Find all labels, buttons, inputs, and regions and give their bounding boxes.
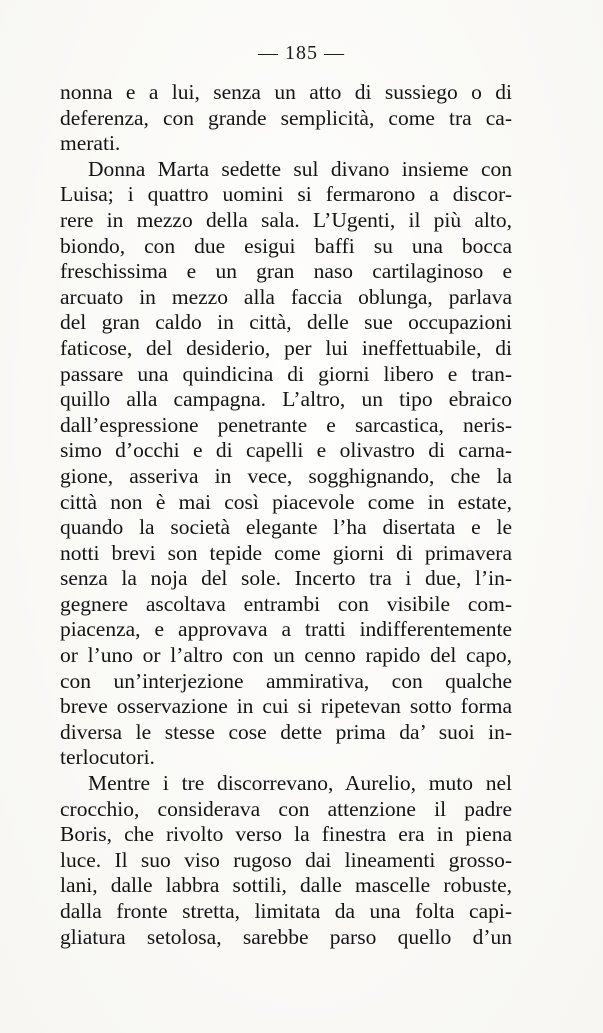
text-line: dalla fronte stretta, limitata da una folta capi-: [60, 899, 512, 923]
text-line: freschissima e un gran naso cartilaginoso e: [60, 259, 512, 284]
text-line: luce. Il suo viso rugoso dai lineamenti grosso-: [60, 847, 512, 872]
text-line: terlocutori.: [60, 745, 155, 770]
text-line: breve osservazione in cui si ripetevan sotto forma: [60, 694, 512, 719]
page-text: [60, 80, 512, 950]
text-line: nonna e a lui, senza un atto di sussiego o di: [60, 80, 512, 104]
text-line: città non è mai così piacevole come in estate,: [60, 489, 512, 514]
text-line: Boris, che rivolto verso la finestra era in piena: [60, 822, 512, 847]
text-line: quillo alla campagna. L’altro, un tipo ebraico: [60, 387, 512, 412]
text-line: passare una quindicina di giorni libero e tran-: [60, 361, 512, 386]
text-line: Luisa; i quattro uomini si fermarono a discor-: [60, 182, 512, 207]
text-line: biondo, con due esigui baffi su una bocca: [60, 233, 512, 258]
text-line: diversa le stesse cose dette prima da’ suoi in-: [60, 719, 512, 744]
text-line: rere in mezzo della sala. L’Ugenti, il più alto,: [60, 207, 512, 232]
text-line: notti brevi son tepide come giorni di primavera: [60, 540, 512, 565]
text-line: piacenza, e approvava a tratti indifferentemente: [60, 617, 512, 642]
page-number: — 185 —: [258, 42, 345, 64]
text-line: arcuato in mezzo alla faccia oblunga, parlava: [60, 284, 512, 309]
text-line: deferenza, con grande semplicità, come tra ca-: [60, 105, 512, 130]
text-line: crocchio, considerava con attenzione il padre: [60, 796, 512, 821]
text-line: senza la noja del sole. Incerto tra i due, l’in-: [60, 566, 512, 591]
text-line: gione, asseriva in vece, sogghignando, che la: [60, 463, 512, 488]
text-line: con un’interjezione ammirativa, con qualche: [60, 668, 512, 693]
text-line: lani, dalle labbra sottili, dalle mascelle robuste,: [60, 873, 512, 898]
text-line: simo d’occhi e di capelli e olivastro di carna-: [60, 438, 512, 463]
text-line: gegnere ascoltava entrambi con visibile com-: [60, 591, 512, 616]
text-line: merati.: [60, 131, 121, 156]
text-line: gliatura setolosa, sarebbe parso quello d’un: [60, 924, 512, 949]
text-line: faticose, del desiderio, per lui ineffettuabile, di: [60, 335, 512, 360]
text-line: Mentre i tre discorrevano, Aurelio, muto nel: [88, 771, 512, 796]
text-line: dall’espressione penetrante e sarcastica, neris-: [60, 412, 512, 437]
text-line: del gran caldo in città, delle sue occupazioni: [60, 310, 512, 335]
text-line: Donna Marta sedette sul divano insieme con: [88, 156, 512, 181]
text-line: or l’uno or l’altro con un cenno rapido del capo,: [60, 643, 512, 668]
text-line: quando la società elegante l’ha disertata e le: [60, 515, 512, 540]
